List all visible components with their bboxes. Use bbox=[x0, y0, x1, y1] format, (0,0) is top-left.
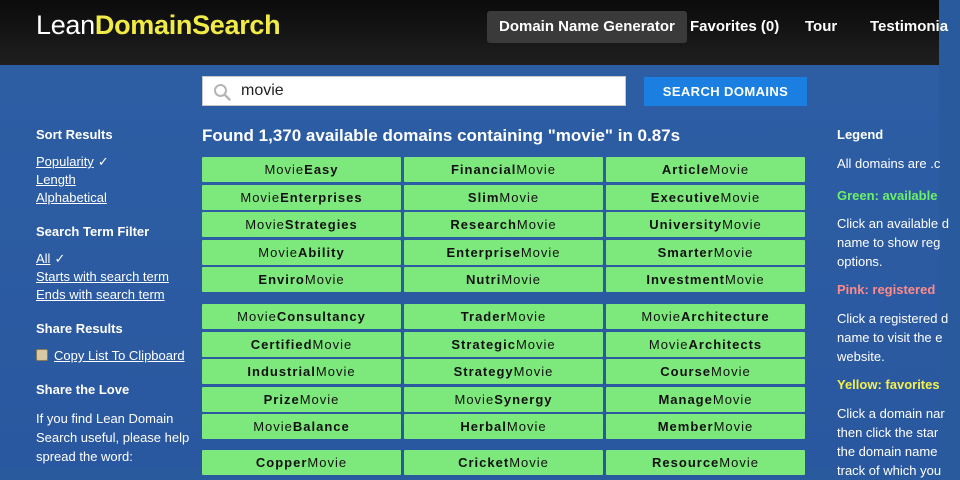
domain-keyword: Smarter bbox=[657, 245, 714, 260]
domain-part: Movie bbox=[713, 419, 754, 434]
domain-keyword: Research bbox=[450, 217, 517, 232]
domain-keyword: Prize bbox=[263, 392, 300, 407]
domain-keyword: Consultancy bbox=[276, 309, 366, 324]
domain-tile[interactable] bbox=[202, 185, 401, 210]
domain-part: Movie bbox=[499, 190, 540, 205]
logo-domainsearch: DomainSearch bbox=[94, 10, 281, 40]
domain-tile[interactable] bbox=[404, 240, 603, 265]
copy-list-label: Copy List To Clipboard bbox=[54, 348, 185, 363]
legend-line: Click an available d bbox=[837, 216, 950, 231]
domain-tile[interactable] bbox=[606, 185, 805, 210]
share-love-text bbox=[36, 409, 189, 466]
domain-part: Movie bbox=[516, 217, 557, 232]
domain-tile[interactable] bbox=[606, 387, 805, 412]
domain-tile[interactable] bbox=[202, 387, 401, 412]
copy-list-link[interactable] bbox=[36, 348, 185, 363]
domain-tile[interactable] bbox=[404, 267, 603, 292]
domain-part: Movie bbox=[648, 337, 689, 352]
domain-tile[interactable] bbox=[202, 240, 401, 265]
domain-tile[interactable] bbox=[404, 332, 603, 357]
domain-keyword: Easy bbox=[304, 162, 339, 177]
legend-yellow-label: Yellow: favorites bbox=[837, 377, 940, 392]
domain-part: Movie bbox=[240, 190, 281, 205]
domain-part: Movie bbox=[253, 419, 293, 434]
domain-part: Movie bbox=[641, 309, 682, 324]
domain-tile[interactable] bbox=[404, 414, 603, 439]
filter-starts-with-link[interactable]: Starts with search term bbox=[36, 269, 169, 284]
sort-popularity-label: Popularity bbox=[36, 154, 94, 169]
domain-keyword: Trader bbox=[460, 309, 507, 324]
legend-heading: Legend bbox=[837, 127, 884, 142]
legend-line: website. bbox=[837, 349, 885, 364]
domain-keyword: Herbal bbox=[460, 419, 507, 434]
domain-part: Movie bbox=[722, 217, 762, 232]
domain-keyword: Balance bbox=[292, 419, 350, 434]
domain-keyword: Industrial bbox=[247, 364, 316, 379]
clipboard-icon bbox=[36, 349, 48, 361]
domain-part: Movie bbox=[509, 455, 549, 470]
search-icon bbox=[213, 83, 231, 101]
share-love-heading: Share the Love bbox=[36, 382, 130, 397]
legend-line: name to visit the e bbox=[837, 330, 943, 345]
domain-tile[interactable] bbox=[202, 359, 401, 384]
legend-line: then click the star bbox=[837, 425, 939, 440]
domain-part: Movie bbox=[312, 337, 353, 352]
domain-tile[interactable] bbox=[404, 359, 603, 384]
domain-tile[interactable] bbox=[606, 414, 805, 439]
legend-line: options. bbox=[837, 254, 883, 269]
domain-part: Movie bbox=[724, 272, 765, 287]
search-input[interactable] bbox=[241, 80, 621, 102]
domain-part: Movie bbox=[516, 162, 557, 177]
domain-part: Movie bbox=[245, 217, 285, 232]
domain-keyword: Architecture bbox=[681, 309, 770, 324]
domain-keyword: Resource bbox=[652, 455, 720, 470]
domain-part: Movie bbox=[711, 364, 751, 379]
domain-part: Movie bbox=[513, 364, 554, 379]
filter-all-link[interactable] bbox=[36, 251, 65, 267]
nav-tour[interactable]: Tour bbox=[805, 18, 838, 35]
domain-part: Movie bbox=[299, 392, 340, 407]
logo[interactable] bbox=[36, 10, 280, 41]
domain-part: Movie bbox=[307, 455, 348, 470]
domain-part: Movie bbox=[304, 272, 345, 287]
legend-green-text bbox=[837, 214, 949, 271]
domain-keyword: Member bbox=[657, 419, 714, 434]
domain-part: Movie bbox=[258, 245, 298, 260]
domain-part: Movie bbox=[237, 309, 277, 324]
legend-line: Click a domain nar bbox=[837, 406, 945, 421]
domain-tile[interactable] bbox=[404, 185, 603, 210]
domain-tile[interactable] bbox=[606, 212, 805, 237]
logo-lean: Lean bbox=[36, 10, 95, 40]
legend-green-label: Green: available bbox=[837, 188, 938, 203]
legend-line: name to show reg bbox=[837, 235, 941, 250]
domain-part: Movie bbox=[712, 392, 753, 407]
sort-length-link[interactable]: Length bbox=[36, 172, 76, 187]
domain-keyword: Cricket bbox=[458, 455, 510, 470]
domain-keyword: Slim bbox=[467, 190, 500, 205]
domain-part: Movie bbox=[719, 455, 759, 470]
domain-keyword: Strategic bbox=[451, 337, 516, 352]
nav-testimonials[interactable]: Testimonia bbox=[870, 18, 949, 35]
search-box[interactable] bbox=[202, 76, 626, 106]
results-summary: Found 1,370 available domains containing "movie" in 0.87s bbox=[202, 126, 681, 145]
domain-keyword: Synergy bbox=[494, 392, 553, 407]
legend-pink-label: Pink: registered bbox=[837, 282, 936, 297]
checkmark-icon: ✓ bbox=[97, 154, 109, 169]
domain-keyword: Article bbox=[661, 162, 710, 177]
domain-tile[interactable] bbox=[202, 267, 401, 292]
domain-part: Movie bbox=[709, 162, 750, 177]
sort-alphabetical-link[interactable]: Alphabetical bbox=[36, 190, 107, 205]
domain-tile[interactable] bbox=[202, 332, 401, 357]
share-love-line: Search useful, please help bbox=[36, 430, 190, 445]
domain-part: Movie bbox=[515, 337, 556, 352]
domain-part: Movie bbox=[506, 309, 547, 324]
legend-line: track of which you bbox=[837, 463, 942, 478]
share-results-heading: Share Results bbox=[36, 321, 123, 336]
search-term-filter-heading: Search Term Filter bbox=[36, 224, 150, 239]
domain-keyword: Executive bbox=[650, 190, 721, 205]
domain-keyword: Nutri bbox=[465, 272, 502, 287]
domain-tile[interactable] bbox=[404, 157, 603, 182]
domain-tile[interactable] bbox=[606, 240, 805, 265]
domain-part: Movie bbox=[264, 162, 305, 177]
checkmark-icon: ✓ bbox=[54, 251, 66, 266]
domain-keyword: Enviro bbox=[258, 272, 305, 287]
domain-tile[interactable] bbox=[606, 267, 805, 292]
domain-tile[interactable] bbox=[202, 212, 401, 237]
domain-part: Movie bbox=[520, 245, 561, 260]
domain-part: Movie bbox=[713, 245, 754, 260]
domain-tile[interactable] bbox=[606, 332, 805, 357]
legend-pink-text bbox=[837, 309, 948, 366]
domain-part: Movie bbox=[506, 419, 547, 434]
legend-all-domains: All domains are .c bbox=[837, 156, 941, 171]
domain-tile[interactable] bbox=[202, 414, 401, 439]
domain-part: Movie bbox=[501, 272, 542, 287]
domain-keyword: Copper bbox=[255, 455, 308, 470]
search-domains-button[interactable]: SEARCH DOMAINS bbox=[644, 77, 807, 106]
domain-keyword: Enterprise bbox=[446, 245, 521, 260]
domain-keyword: Enterprises bbox=[280, 190, 363, 205]
domain-part: Movie bbox=[315, 364, 356, 379]
domain-part: Movie bbox=[720, 190, 761, 205]
domain-tile[interactable] bbox=[404, 387, 603, 412]
domain-tile[interactable] bbox=[606, 450, 805, 475]
nav-domain-name-generator[interactable]: Domain Name Generator bbox=[487, 11, 687, 43]
domain-keyword: Investment bbox=[646, 272, 725, 287]
domain-keyword: Course bbox=[660, 364, 712, 379]
domain-keyword: University bbox=[649, 217, 723, 232]
legend-line: Click a registered d bbox=[837, 311, 949, 326]
share-love-line: spread the word: bbox=[36, 449, 133, 464]
domain-tile[interactable] bbox=[606, 157, 805, 182]
domain-part: Movie bbox=[454, 392, 495, 407]
domain-tile[interactable] bbox=[404, 304, 603, 329]
domain-tile[interactable] bbox=[606, 304, 805, 329]
nav-favorites[interactable]: Favorites (0) bbox=[690, 18, 780, 35]
domain-keyword: Architects bbox=[688, 337, 763, 352]
filter-ends-with-link[interactable]: Ends with search term bbox=[36, 287, 165, 302]
sort-popularity-link[interactable] bbox=[36, 154, 109, 170]
sort-results-heading: Sort Results bbox=[36, 127, 113, 142]
legend-yellow-text bbox=[837, 404, 945, 480]
domain-tile[interactable] bbox=[202, 304, 401, 329]
header bbox=[0, 0, 949, 65]
domain-keyword: Ability bbox=[297, 245, 345, 260]
domain-keyword: Financial bbox=[450, 162, 517, 177]
domain-tile[interactable] bbox=[404, 450, 603, 475]
domain-tile[interactable] bbox=[202, 450, 401, 475]
domain-keyword: Strategies bbox=[284, 217, 358, 232]
domain-keyword: Manage bbox=[658, 392, 713, 407]
legend-line: the domain name bbox=[837, 444, 938, 459]
filter-all-label: All bbox=[36, 251, 51, 266]
domain-tile[interactable] bbox=[404, 212, 603, 237]
domain-tile[interactable] bbox=[606, 359, 805, 384]
domain-keyword: Certified bbox=[250, 337, 313, 352]
domain-keyword: Strategy bbox=[453, 364, 514, 379]
domain-tile[interactable] bbox=[202, 157, 401, 182]
share-love-line: If you find Lean Domain bbox=[36, 411, 174, 426]
